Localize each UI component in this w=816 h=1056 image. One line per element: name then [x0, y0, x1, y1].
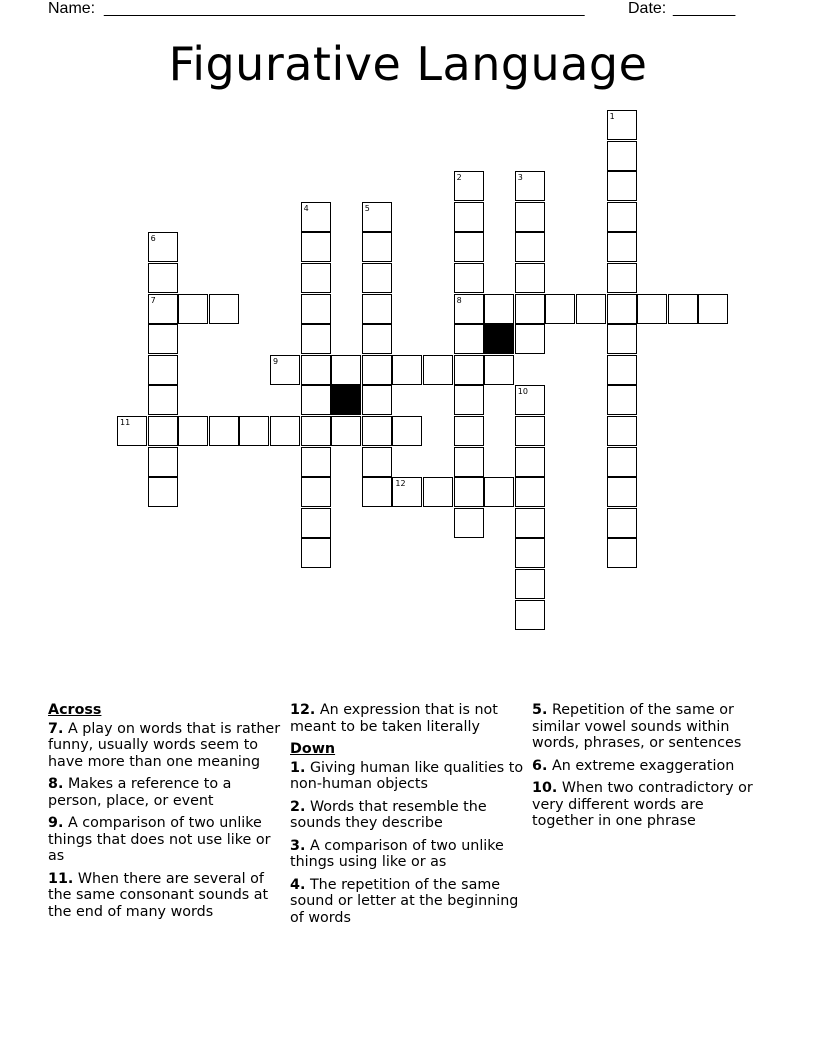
cell-number: 7 [150, 295, 156, 305]
cell-number: 11 [120, 418, 131, 427]
grid-cell[interactable] [607, 538, 637, 568]
cell-number: 12 [395, 479, 406, 489]
grid-cell[interactable] [515, 538, 545, 568]
grid-cell[interactable] [392, 355, 422, 385]
grid-cell[interactable] [637, 294, 667, 324]
grid-cell[interactable] [454, 355, 484, 385]
grid-cell[interactable] [270, 416, 300, 446]
date-blank-line[interactable]: _______ [673, 0, 736, 17]
grid-cell[interactable] [148, 385, 178, 415]
grid-cell[interactable] [515, 294, 545, 324]
across-heading: Across [48, 702, 102, 718]
grid-cell[interactable] [454, 263, 484, 293]
grid-cell[interactable] [454, 171, 484, 201]
clue-number: 10. [532, 780, 558, 796]
down-heading: Down [290, 741, 336, 757]
grid-cell[interactable] [515, 202, 545, 232]
clue-across-7 [48, 721, 284, 771]
cell-number: 3 [517, 173, 523, 183]
grid-cell[interactable] [301, 416, 331, 446]
cell-number: 4 [303, 203, 309, 213]
grid-cell[interactable] [301, 538, 331, 568]
grid-cell[interactable] [607, 416, 637, 446]
grid-cell[interactable] [607, 263, 637, 293]
clue-down-3 [290, 838, 526, 871]
clue-number: 5. [532, 702, 548, 718]
grid-cell[interactable] [484, 294, 514, 324]
grid-cell[interactable] [301, 385, 331, 415]
clue-across-11 [48, 871, 284, 921]
grid-cell[interactable] [454, 508, 484, 538]
grid-cell[interactable] [148, 263, 178, 293]
grid-cell[interactable] [423, 355, 453, 385]
grid-cell[interactable] [301, 508, 331, 538]
grid-cell[interactable] [607, 110, 637, 140]
clue-number: 9. [48, 815, 64, 831]
clue-text: Repetition of the same or similar vowel sounds within words, phrases, or sentences [532, 702, 742, 751]
grid-cell[interactable] [454, 232, 484, 262]
grid-cell[interactable] [362, 263, 392, 293]
grid-cell[interactable] [607, 385, 637, 415]
grid-cell[interactable] [515, 232, 545, 262]
clue-down-5 [532, 702, 768, 752]
clue-text: The repetition of the same sound or letter at the beginning of words [290, 876, 519, 926]
grid-cell[interactable] [515, 477, 545, 507]
clue-number: 8. [48, 776, 64, 792]
grid-cell[interactable] [331, 416, 361, 446]
grid-cell[interactable] [576, 294, 606, 324]
grid-cell[interactable] [362, 385, 392, 415]
grid-cell[interactable] [148, 294, 178, 324]
grid-cell[interactable] [454, 324, 484, 354]
clue-text: A play on words that is rather funny, usually words seem to have more than one meaning [48, 720, 281, 770]
grid-cell[interactable] [607, 355, 637, 385]
clue-number: 6. [532, 757, 548, 774]
clue-across-9 [48, 815, 284, 865]
grid-cell[interactable] [607, 324, 637, 354]
blocked-cell [331, 385, 361, 415]
clue-number: 11. [48, 870, 74, 887]
grid-cell[interactable] [607, 447, 637, 477]
grid-cell[interactable] [239, 416, 269, 446]
grid-cell[interactable] [607, 202, 637, 232]
grid-cell[interactable] [362, 477, 392, 507]
clue-text: A comparison of two unlike things using like or as [290, 837, 504, 870]
grid-cell[interactable] [362, 294, 392, 324]
grid-cell[interactable] [148, 447, 178, 477]
cell-number: 1 [609, 112, 615, 121]
grid-cell[interactable] [301, 202, 331, 232]
date-label: Date: [628, 0, 667, 17]
grid-cell[interactable] [301, 294, 331, 324]
grid-cell[interactable] [301, 447, 331, 477]
grid-cell[interactable] [209, 294, 239, 324]
clues-column-3 [532, 702, 768, 836]
grid-cell[interactable] [607, 294, 637, 324]
grid-cell[interactable] [668, 294, 698, 324]
grid-cell[interactable] [148, 232, 178, 262]
cell-number: 6 [150, 234, 156, 244]
grid-cell[interactable] [362, 324, 392, 354]
grid-cell[interactable] [454, 202, 484, 232]
clue-text: When two contradictory or very different words are together in one phrase [532, 780, 753, 829]
grid-cell[interactable] [454, 447, 484, 477]
grid-cell[interactable] [209, 416, 239, 446]
grid-cell[interactable] [515, 508, 545, 538]
clue-down-10 [532, 780, 768, 830]
name-label: Name: [48, 0, 96, 17]
cell-number: 8 [456, 295, 462, 305]
clue-number: 3. [290, 837, 306, 854]
grid-cell[interactable] [331, 355, 361, 385]
grid-cell[interactable] [515, 171, 545, 201]
grid-cell[interactable] [301, 263, 331, 293]
grid-cell[interactable] [178, 294, 208, 324]
cell-number: 9 [273, 356, 279, 366]
puzzle-title: Figurative Language [168, 37, 648, 91]
clue-down-2 [290, 799, 526, 832]
grid-cell[interactable] [301, 355, 331, 385]
grid-cell[interactable] [515, 385, 545, 415]
grid-cell[interactable] [515, 263, 545, 293]
clue-number: 1. [290, 759, 306, 776]
grid-cell[interactable] [301, 232, 331, 262]
grid-cell[interactable] [607, 141, 637, 171]
clue-text: An extreme exaggeration [551, 757, 735, 774]
clues-column-2 [290, 702, 526, 932]
grid-cell[interactable] [178, 416, 208, 446]
clue-text: When there are several of the same consonant sounds at the end of many words [48, 870, 269, 920]
grid-cell[interactable] [362, 355, 392, 385]
clue-number: 7. [48, 720, 64, 737]
grid-cell[interactable] [117, 416, 147, 446]
grid-cell[interactable] [362, 447, 392, 477]
grid-cell[interactable] [392, 416, 422, 446]
clue-number: 2. [290, 798, 306, 815]
clue-down-6 [532, 758, 768, 775]
name-blank-line[interactable]: ______________________________________________________ [104, 0, 585, 17]
clues-column-1 [48, 702, 284, 926]
blocked-cell [484, 324, 514, 354]
clue-across-12 [290, 702, 526, 735]
grid-cell[interactable] [515, 600, 545, 630]
grid-cell[interactable] [515, 447, 545, 477]
clue-number: 4. [290, 876, 306, 893]
clue-text: Makes a reference to a person, place, or event [48, 776, 232, 809]
grid-cell[interactable] [148, 355, 178, 385]
grid-cell[interactable] [607, 508, 637, 538]
grid-cell[interactable] [148, 324, 178, 354]
grid-cell[interactable] [545, 294, 575, 324]
clue-across-8 [48, 776, 284, 809]
grid-cell[interactable] [454, 385, 484, 415]
clue-number: 12. [290, 702, 316, 718]
grid-cell[interactable] [454, 294, 484, 324]
grid-cell[interactable] [362, 416, 392, 446]
grid-cell[interactable] [454, 477, 484, 507]
cell-number: 10 [517, 387, 528, 397]
grid-cell[interactable] [515, 324, 545, 354]
grid-cell[interactable] [515, 569, 545, 599]
grid-cell[interactable] [607, 171, 637, 201]
clue-text: A comparison of two unlike things that does not use like or as [48, 815, 271, 864]
grid-cell[interactable] [484, 355, 514, 385]
clue-text: Words that resemble the sounds they describe [290, 798, 487, 831]
grid-cell[interactable] [454, 416, 484, 446]
grid-cell[interactable] [484, 477, 514, 507]
grid-cell[interactable] [698, 294, 728, 324]
grid-cell[interactable] [607, 477, 637, 507]
grid-cell[interactable] [362, 232, 392, 262]
grid-cell[interactable] [423, 477, 453, 507]
clue-text: Giving human like qualities to non-human objects [290, 759, 524, 792]
grid-cell[interactable] [301, 324, 331, 354]
grid-cell[interactable] [148, 416, 178, 446]
clue-down-4 [290, 877, 526, 927]
grid-cell[interactable] [607, 232, 637, 262]
grid-cell[interactable] [362, 202, 392, 232]
clue-text: An expression that is not meant to be taken literally [290, 702, 498, 735]
grid-cell[interactable] [148, 477, 178, 507]
grid-cell[interactable] [270, 355, 300, 385]
cell-number: 2 [456, 173, 462, 183]
grid-cell[interactable] [392, 477, 422, 507]
grid-cell[interactable] [515, 416, 545, 446]
grid-cell[interactable] [301, 477, 331, 507]
cell-number: 5 [364, 203, 370, 213]
clue-down-1 [290, 760, 526, 793]
